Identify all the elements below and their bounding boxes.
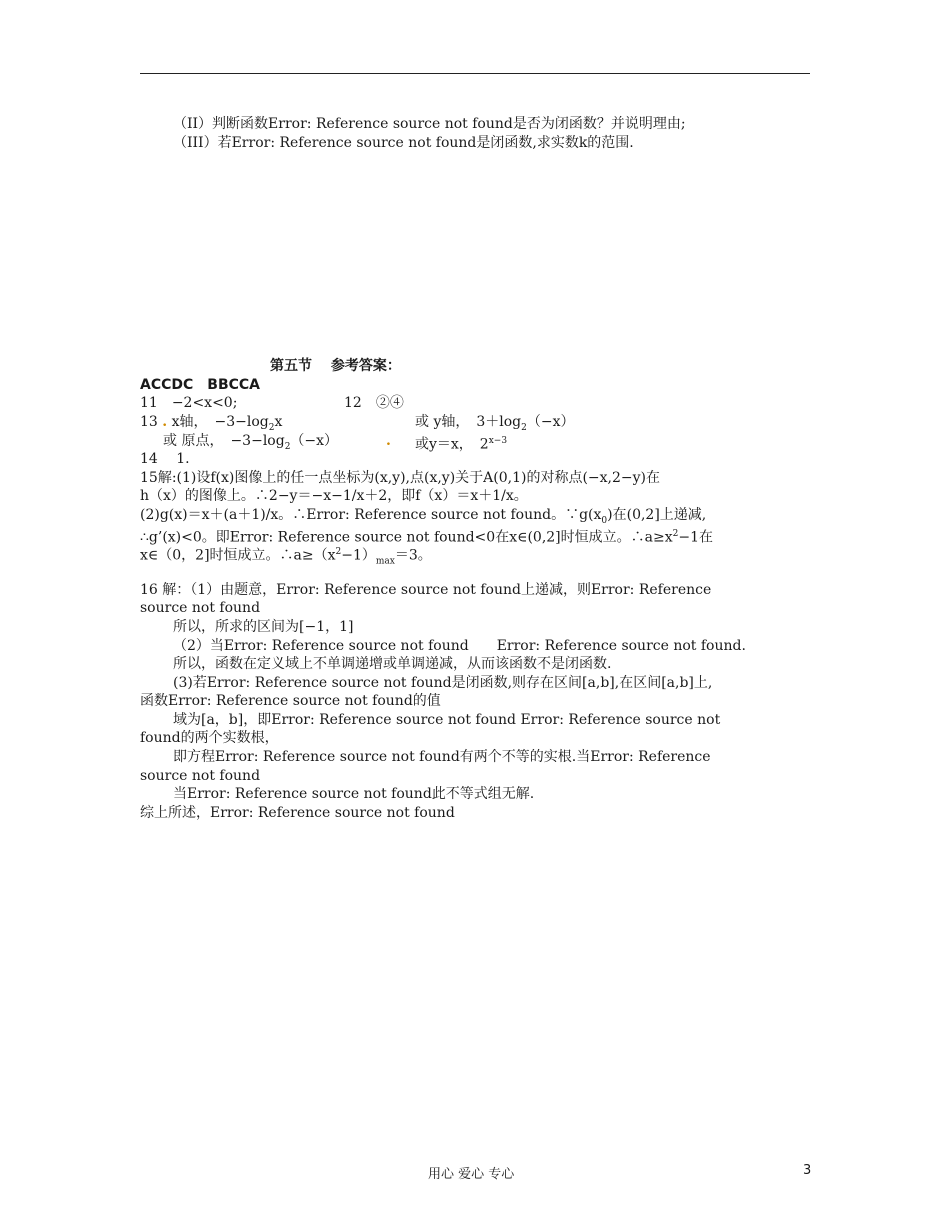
answer-13-option-x: x轴， −3−log	[171, 414, 269, 430]
log-base: 2	[268, 422, 275, 433]
answer-16-line-13: 综上所述，Error: Reference source not found	[140, 805, 455, 821]
answer-16-line-3: 所以，所求的区间为[−1，1]	[173, 619, 354, 635]
answer-16-line-7: 函数Error: Reference source not found的值	[140, 693, 441, 709]
answer-15-line-3: (2)g(x)＝x＋(a＋1)/x。∴Error: Reference source not found。$\because g(x_0)$在(0,2]上递减,	[140, 507, 707, 526]
answer-15-line-1: 15解:(1)设f(x)图像上的任一点坐标为(x,y),点(x,y)关于A(0,1)的对称点(−x,2−y)在	[140, 470, 661, 486]
answer-12: 12 ②④	[344, 395, 404, 411]
answer-16-line-12: 当Error: Reference source not found此不等式组无解.	[173, 786, 535, 802]
footer-slogan: 用心 爱心 专心	[428, 1167, 515, 1182]
answer-13-option-origin: 或 原点， −3−log	[163, 433, 285, 449]
answer-16-line-2: source not found	[140, 600, 261, 616]
answer-13-line-2: 或 原点， $-3-\log_2(-x)$	[163, 433, 339, 452]
answer-16-line-11: source not found	[140, 768, 261, 784]
answer-16-line-1: 16 解：（1）由题意，Error: Reference source not found上递减，则Error: Reference	[140, 582, 712, 598]
answer-14: 14 1.	[140, 451, 190, 467]
answer-16-line-8: 域为[a，b]，即Error: Reference source not found Error: Reference source not	[173, 712, 721, 728]
answer-15-line-4: ∴g’(x)<0。即Error: Reference source not found<0在x∈(0,2]时恒成立。$\therefore a\ge x^2-1$在	[140, 529, 713, 546]
page-number: 3	[803, 1163, 812, 1178]
answer-11: 11 −2<x<0;	[140, 395, 238, 411]
answer-13-option-x-end: x	[274, 414, 283, 430]
question-part-3: （III）若Error: Reference source not found是闭函数,求实数k的范围.	[173, 135, 634, 151]
question-part-2: （II）判断函数Error: Reference source not found是否为闭函数？并说明理由;	[173, 116, 686, 132]
answer-16-line-9: found的两个实数根，	[140, 730, 279, 746]
header-rule	[140, 73, 810, 74]
section-title: 第五节 参考答案：	[270, 358, 401, 374]
marker-dot: .	[162, 414, 168, 430]
answer-13-number: 13	[140, 414, 158, 430]
answer-15-line-2: h（x）的图像上。∴2−y＝−x−1/x＋2，即f（x）＝x＋1/x。	[140, 488, 528, 504]
answer-13-option-yx: 或y＝x， $2^{x-3}$	[415, 436, 508, 453]
answer-16-line-6: (3)若Error: Reference source not found是闭函数,则存在区间[a,b],在区间[a,b]上,	[173, 675, 713, 691]
answer-15-line-5: x∈（0，2]时恒成立。$\therefore a\ge(x^2-1)_{max}=3$。	[140, 547, 432, 567]
choice-answers: ACCDC BBCCA	[140, 377, 261, 393]
answer-16-line-4: （2）当Error: Reference source not found Error: Reference source not found.	[173, 638, 746, 654]
answer-13-option-y: 或 y轴， $3+\log_2(-x)$	[415, 414, 575, 433]
answer-16-line-10: 即方程Error: Reference source not found有两个不等的实根.当Error: Reference	[173, 749, 711, 765]
answer-16-line-5: 所以，函数在定义域上不单调递增或单调递减，从而该函数不是闭函数.	[173, 656, 612, 672]
marker-dot-2: .	[386, 433, 391, 449]
